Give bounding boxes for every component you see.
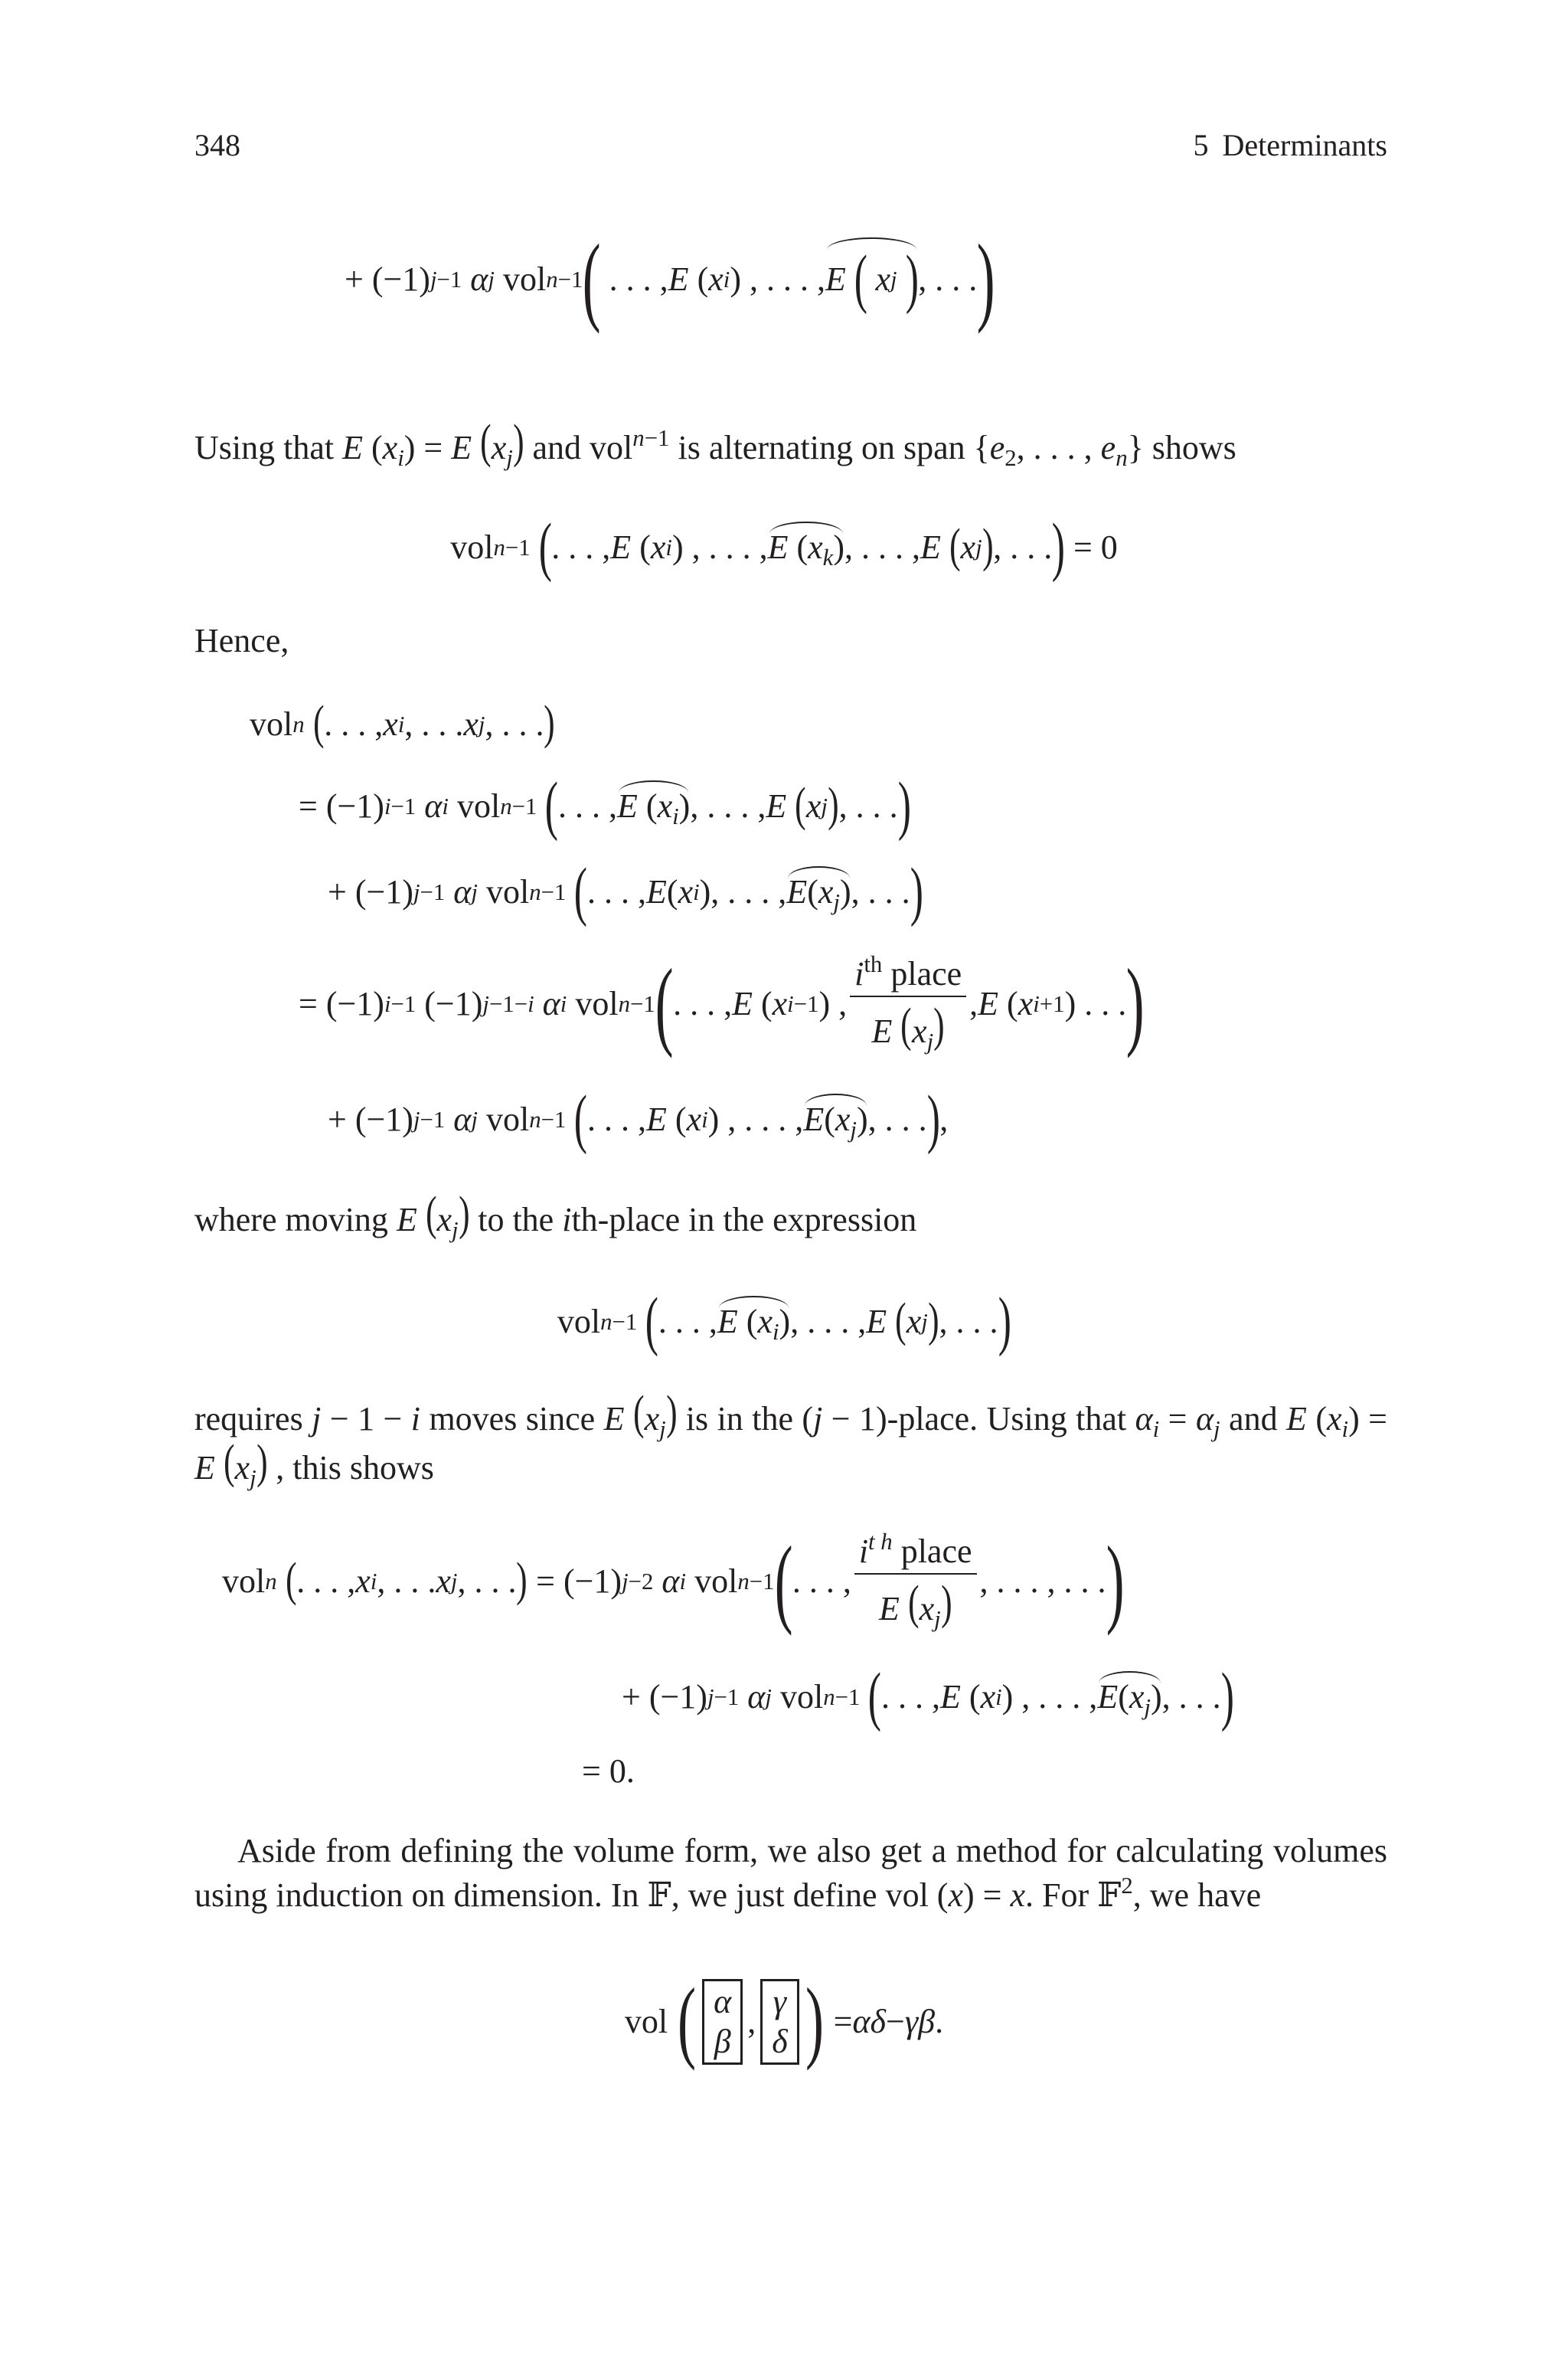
equation-line: = 0.	[582, 1752, 635, 1790]
column-vector: α β	[702, 1979, 743, 2065]
paragraph-aside: Aside from defining the volume form, we also get a method for calculating volumes using induction on dimension. In 𝔽, we just define vol (x) = x. For 𝔽$^2$, we have	[194, 1832, 1387, 1914]
page-number: 348	[194, 128, 240, 162]
equation-expression: vol n−1 ( . . . , E $(x_i)$ , . . . , E ( x j ) , . . . )	[557, 1284, 1011, 1357]
equation-alternating-zero: vol n−1 ( . . . , E ( x i ) , . . . , E $(x_k)$ , . . . , E ( x j ) , . . . ) = 0	[450, 509, 1118, 583]
equation-volume-2d: vol ( α β , γ δ ) = αδ − γβ .	[624, 1969, 944, 2071]
equation-line: + (−1) j−1 α j vol n−1 ( . . . , E ( x i ) , . . . , $E(x_j)$ , . . . )	[622, 1659, 1234, 1732]
chapter-number: 5	[1193, 128, 1209, 162]
paragraph-requires: requires j − 1 − i moves since E $(x_j)$ is in the (j − 1)-place. Using that $\alpha_i = \alpha_j$ and E $(x_i) = E$ $(x_j)$ , this shows	[194, 1387, 1387, 1492]
paragraph-alternating: Using that E $(x_i) = E$ $(x_j)$ and vol$^{n-1}$ is alternating on span {$e_2$, . . . , $e_n$} shows	[194, 416, 1236, 472]
equation-line: = (−1) i−1 α i vol n−1 ( . . . , E $(x_i)$ , . . . , E ( x j ) , . . . )	[299, 768, 911, 842]
equation-line: vol n ( . . . , x i , . . . x j , . . . ) = (−1) j−2 α i vol n−1 ( . . . , $\frac{i^{t h} place}{E (x_j)}$ , . . . , . . . )	[222, 1526, 1125, 1637]
equation-line: + (−1) j−1 α j vol n−1 ( . . . , E ( x i ), . . . , $E(x_j)$ , . . . )	[328, 854, 923, 927]
equation-line: + (−1) j−1 α j vol n−1 ( . . . , E ( x i ) , . . . , $E(x_j)$ , . . . ) ,	[328, 1081, 949, 1155]
paragraph-hence: Hence,	[194, 622, 289, 659]
equation-line: = (−1) i−1 (−1) j−1−i α i vol n−1 ( . . . , E ( x i−1 ) , $\frac{i^{th} place}{E (x_j)}$ , E ( x i+1 ) . . . )	[299, 949, 1145, 1059]
equation-line: vol n ( . . . , x i , . . . x j , . . . )	[250, 697, 556, 749]
column-vector: γ δ	[760, 1979, 799, 2065]
chapter-title: Determinants	[1222, 128, 1387, 162]
paragraph-moving: where moving E $(x_j)$ to the ith-place in the expression	[194, 1188, 917, 1244]
equation-continuation: + (−1) j−1 α j vol n−1 ( . . . , E ( x i ) , . . . , E ( x j ) , . . . )	[345, 224, 995, 335]
running-head	[1194, 127, 1388, 163]
